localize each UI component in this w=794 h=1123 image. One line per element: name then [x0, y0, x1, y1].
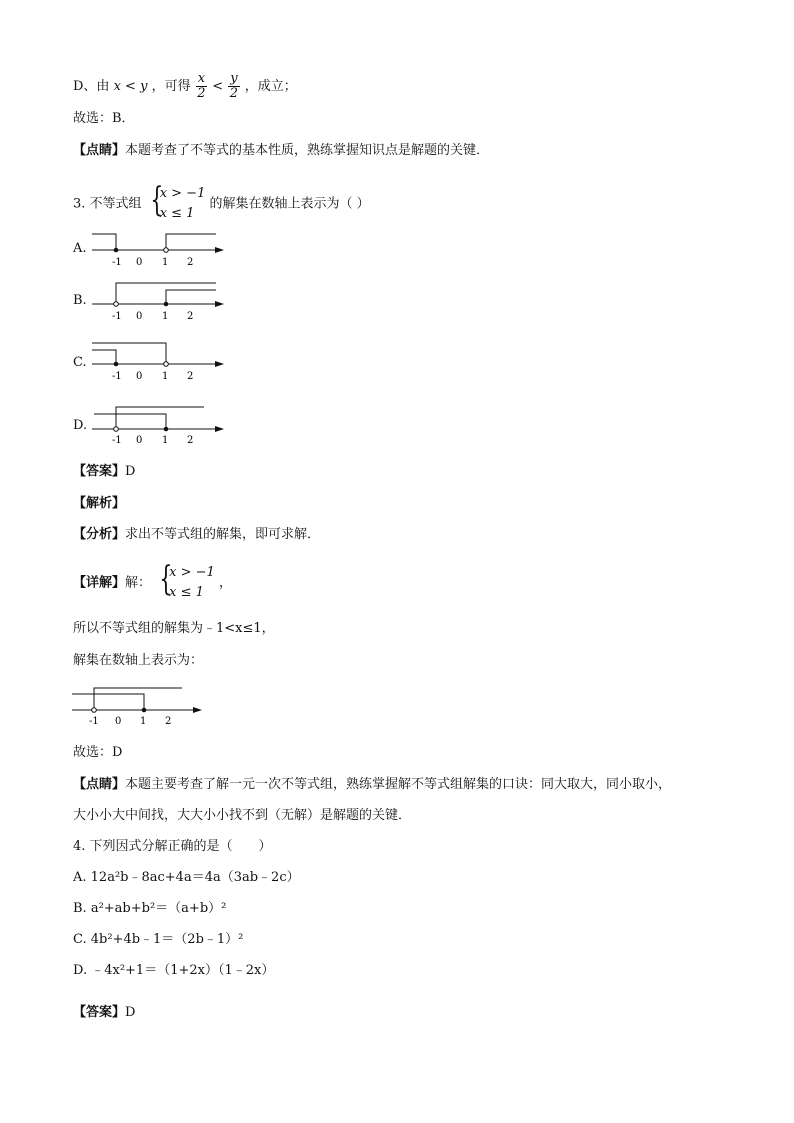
question-3-suffix: 的解集在数轴上表示为（ ）	[209, 196, 370, 212]
tick-label: 2	[165, 716, 172, 724]
option-b-label: B.	[73, 293, 87, 308]
answer-value: D	[125, 464, 136, 479]
inequality-row-1: x > −1	[169, 565, 215, 580]
xiangjie-tag: 【详解】	[73, 575, 126, 591]
xiangjie-text: 解：	[125, 575, 152, 591]
tick-label: -1	[112, 257, 122, 268]
review-tag: 【点睛】	[73, 143, 126, 158]
inequality-row-2: x ≤ 1	[169, 585, 204, 600]
tick-label: 2	[187, 311, 194, 322]
tick-label: 1	[162, 311, 169, 322]
xiangjie-line	[73, 559, 232, 603]
inequality-row-1: x > −1	[159, 186, 206, 201]
fraction-y-over-2: $\frac{y}{2}$	[229, 71, 239, 101]
answer-value: D	[125, 1005, 136, 1020]
tick-label: 2	[187, 371, 194, 382]
tick-label: 1	[162, 257, 169, 268]
review2-line-1	[73, 776, 671, 794]
tick-label: -1	[112, 311, 122, 322]
tick-label: 2	[187, 435, 194, 444]
fenxi-tag: 【分析】	[73, 527, 126, 542]
review-text: 本题考查了不等式的基本性质，熟练掌握知识点是解题的关键．	[125, 143, 490, 158]
option-d-line	[73, 72, 297, 101]
question-4-option-a: A. 12a²b﹣8ac+4a＝4a（3ab﹣2c）	[73, 870, 300, 885]
tick-label: 0	[136, 311, 143, 322]
number-line-c	[88, 340, 228, 382]
tick-label: 2	[187, 257, 194, 268]
number-line-b	[88, 280, 228, 322]
analysis-tag: 【解析】	[73, 496, 126, 511]
tick-label: 0	[136, 257, 143, 268]
tick-label: 1	[162, 435, 169, 444]
answer2-line	[73, 1004, 135, 1022]
fraction-x-over-2: $\frac{x}{2}$	[197, 71, 206, 101]
question-4-line: 4. 下列因式分解正确的是（ ）	[73, 839, 272, 854]
tick-label: -1	[112, 371, 122, 382]
choose-b-line: 故选：B．	[73, 111, 135, 126]
answer-tag: 【答案】	[73, 1005, 126, 1020]
text: ，可得	[151, 79, 191, 94]
tick-label: -1	[112, 435, 122, 444]
tick-label: 0	[136, 371, 143, 382]
answer-line	[73, 463, 135, 481]
review1-line	[73, 142, 489, 160]
review-tag: 【点睛】	[73, 777, 126, 792]
inequality-row-2: x ≤ 1	[159, 206, 195, 221]
option-a-label: A.	[73, 241, 87, 256]
question-4-option-c: C. 4b²+4b﹣1＝（2b﹣1）²	[73, 932, 244, 947]
option-c-label: C.	[73, 355, 87, 370]
question-3-prefix: 3. 不等式组	[73, 196, 142, 212]
number-line-d	[88, 402, 228, 444]
option-d-label: D.	[73, 418, 88, 433]
tick-label: 1	[140, 716, 147, 724]
number-line-solution	[70, 682, 210, 724]
math-lt: <	[212, 79, 224, 94]
review-text: 本题主要考查了解一元一次不等式组，熟练掌握解不等式组解集的口诀：同大取大，同小取小，	[125, 777, 672, 792]
tick-label: 0	[136, 435, 143, 444]
choose-d-line: 故选：D	[73, 745, 123, 760]
inequality-system	[155, 559, 215, 603]
tick-label: -1	[89, 716, 99, 724]
question-3-line	[73, 180, 370, 224]
brace-icon: {	[150, 180, 163, 220]
tick-label: 0	[115, 716, 122, 724]
show-on-line: 解集在数轴上表示为：	[73, 653, 204, 668]
fenxi-text: 求出不等式组的解集，即可求解．	[125, 527, 321, 542]
solution-set-line: 所以不等式组的解集为﹣1<x≤1，	[73, 621, 275, 636]
inequality-system	[146, 180, 206, 224]
review2-line-2: 大小小大中间找，大大小小找不到（无解）是解题的关键．	[73, 808, 412, 823]
tick-label: 1	[162, 371, 169, 382]
answer-tag: 【答案】	[73, 464, 126, 479]
question-4-option-d: D. ﹣4x²+1＝（1+2x）（1﹣2x）	[73, 963, 275, 978]
number-line-a	[88, 228, 228, 270]
math-x-lt-y: x < y	[113, 79, 148, 94]
fenxi-line	[73, 526, 320, 544]
text: D、由	[73, 79, 110, 94]
brace-icon: {	[159, 559, 173, 599]
question-4-option-b: B. a²+ab+b²＝（a+b）²	[73, 901, 227, 916]
text: ，成立；	[244, 79, 297, 94]
text: ，	[218, 575, 232, 591]
